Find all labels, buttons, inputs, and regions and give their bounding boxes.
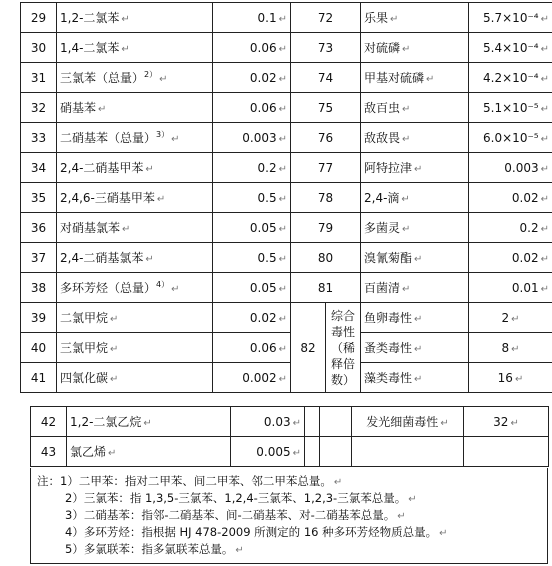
substance-name-cell xyxy=(57,63,213,93)
limit-value: 0.06 ↵ xyxy=(213,333,291,363)
substance-name: 2,4,6-三硝基甲苯 xyxy=(60,191,155,205)
pollutant-limits-table xyxy=(20,2,552,393)
row-number: 82 xyxy=(291,303,326,393)
table-row xyxy=(21,33,552,63)
table-row xyxy=(21,273,552,303)
substance-name: 多菌灵 ↵ xyxy=(361,213,469,243)
row-number: 31 xyxy=(21,63,57,93)
limit-value: 5.4×10⁻⁴ ↵ xyxy=(469,33,552,63)
limit-value: 0.06 ↵ xyxy=(213,93,291,123)
table-row xyxy=(21,363,552,393)
row-number: 34 xyxy=(21,153,57,183)
empty-cell xyxy=(320,407,352,437)
substance-name-cell xyxy=(57,153,213,183)
row-number: 43 xyxy=(31,437,67,467)
empty-cell xyxy=(320,437,352,467)
substance-name-cell xyxy=(57,3,213,33)
row-number: 79 xyxy=(291,213,361,243)
row-number: 37 xyxy=(21,243,57,273)
pollutant-limits-table-continued xyxy=(30,406,549,467)
row-number: 77 xyxy=(291,153,361,183)
toxicity-item-name: 鱼卵毒性 ↵ xyxy=(361,303,469,333)
table-row xyxy=(21,63,552,93)
limit-value: 5.1×10⁻⁵ ↵ xyxy=(469,93,552,123)
limit-value: 0.2 ↵ xyxy=(469,213,552,243)
row-number: 72 xyxy=(291,3,361,33)
substance-name: 乐果 ↵ xyxy=(361,3,469,33)
substance-name-cell xyxy=(57,333,213,363)
footnotes xyxy=(30,468,548,564)
substance-name-cell xyxy=(57,303,213,333)
table-row xyxy=(31,407,549,437)
row-number: 32 xyxy=(21,93,57,123)
limit-value: 4.2×10⁻⁴ ↵ xyxy=(469,63,552,93)
substance-name: 对硝基氯苯 xyxy=(60,221,121,235)
limit-value: 0.06 ↵ xyxy=(213,33,291,63)
substance-name: 溴氰菊酯 ↵ xyxy=(361,243,469,273)
toxicity-item-value: 8 ↵ xyxy=(469,333,552,363)
substance-name: 二硝基苯（总量） xyxy=(60,131,157,145)
limit-value: 0.1 ↵ xyxy=(213,3,291,33)
toxicity-item-name: 藻类毒性 ↵ xyxy=(361,363,469,393)
substance-name: 阿特拉津 ↵ xyxy=(361,153,469,183)
table-row xyxy=(21,3,552,33)
substance-name: 2,4-滴 ↵ xyxy=(361,183,469,213)
limit-value: 0.5 ↵ xyxy=(213,243,291,273)
substance-name-cell xyxy=(57,183,213,213)
empty-cell xyxy=(305,437,320,467)
toxicity-group-label: 综合毒性（稀释倍数） xyxy=(326,303,361,393)
substance-name: 百菌清 ↵ xyxy=(361,273,469,303)
substance-name xyxy=(352,437,464,467)
footnote-line: 注：1）二甲苯：指对二甲苯、间二甲苯、邻二甲苯总量。 ↵ xyxy=(37,473,541,490)
footnote-marker: 4） xyxy=(156,280,170,289)
limit-value: 0.003 ↵ xyxy=(469,153,552,183)
row-number: 30 xyxy=(21,33,57,63)
substance-name: 2,4-二硝基甲苯 xyxy=(60,161,144,175)
substance-name: 对硫磷 ↵ xyxy=(361,33,469,63)
table-row xyxy=(21,183,552,213)
row-number: 36 xyxy=(21,213,57,243)
footnote-marker: 2） xyxy=(144,70,158,79)
limit-value: 0.003 ↵ xyxy=(213,123,291,153)
limit-value: 0.01 ↵ xyxy=(469,273,552,303)
row-number: 75 xyxy=(291,93,361,123)
limit-value: 6.0×10⁻⁵ ↵ xyxy=(469,123,552,153)
substance-name: 1,2-二氯苯 xyxy=(60,11,120,25)
toxicity-item-name: 蚤类毒性 ↵ xyxy=(361,333,469,363)
limit-value: 32 ↵ xyxy=(464,407,549,437)
row-number: 80 xyxy=(291,243,361,273)
substance-name: 发光细菌毒性 ↵ xyxy=(352,407,464,437)
row-number: 42 xyxy=(31,407,67,437)
substance-name: 多环芳烃（总量） xyxy=(60,281,157,295)
substance-name: 敌敌畏 ↵ xyxy=(361,123,469,153)
row-number: 33 xyxy=(21,123,57,153)
footnote-line: 5）多氯联苯：指多氯联苯总量。 ↵ xyxy=(37,541,541,558)
empty-cell xyxy=(305,407,320,437)
table-row xyxy=(21,153,552,183)
table-row xyxy=(21,213,552,243)
substance-name-cell xyxy=(57,243,213,273)
limit-value xyxy=(464,437,549,467)
row-number: 35 xyxy=(21,183,57,213)
substance-name-cell xyxy=(57,213,213,243)
limit-value: 0.05 ↵ xyxy=(213,213,291,243)
substance-name: 三氯苯（总量） xyxy=(60,71,145,85)
limit-value: 0.02 ↵ xyxy=(469,243,552,273)
table-row xyxy=(21,303,552,333)
substance-name: 硝基苯 xyxy=(60,101,97,115)
substance-name-cell xyxy=(57,33,213,63)
row-number: 74 xyxy=(291,63,361,93)
limit-value: 0.05 ↵ xyxy=(213,273,291,303)
row-number: 41 xyxy=(21,363,57,393)
toxicity-item-value: 16 ↵ xyxy=(469,363,552,393)
row-number: 40 xyxy=(21,333,57,363)
table-row xyxy=(21,123,552,153)
substance-name: 2,4-二硝基氯苯 xyxy=(60,251,144,265)
row-number: 76 xyxy=(291,123,361,153)
substance-name: 1,2-二氯乙烷 ↵ xyxy=(67,407,231,437)
substance-name: 四氯化碳 xyxy=(60,371,109,385)
footnote-line: 4）多环芳烃：指根据 HJ 478-2009 所测定的 16 种多环芳烃物质总量。 ↵ xyxy=(37,524,541,541)
limit-value: 0.2 ↵ xyxy=(213,153,291,183)
row-number: 29 xyxy=(21,3,57,33)
footnote-line: 2）三氯苯：指 1,3,5-三氯苯、1,2,4-三氯苯、1,2,3-三氯苯总量。 ↵ xyxy=(37,490,541,507)
substance-name-cell xyxy=(57,93,213,123)
substance-name-cell xyxy=(57,273,213,303)
toxicity-item-value: 2 ↵ xyxy=(469,303,552,333)
limit-value: 0.03 ↵ xyxy=(231,407,305,437)
substance-name: 三氯甲烷 xyxy=(60,341,109,355)
limit-value: 0.02 ↵ xyxy=(213,303,291,333)
footnote-line: 3）二硝基苯：指邻-二硝基苯、间-二硝基苯、对-二硝基苯总量。 ↵ xyxy=(37,507,541,524)
row-number: 38 xyxy=(21,273,57,303)
limit-value: 0.02 ↵ xyxy=(213,63,291,93)
row-number: 78 xyxy=(291,183,361,213)
row-number: 73 xyxy=(291,33,361,63)
substance-name-cell xyxy=(57,123,213,153)
substance-name: 甲基对硫磷 ↵ xyxy=(361,63,469,93)
row-number: 81 xyxy=(291,273,361,303)
table-row xyxy=(21,93,552,123)
limit-value: 0.02 ↵ xyxy=(469,183,552,213)
table-row xyxy=(21,243,552,273)
limit-value: 0.002 ↵ xyxy=(213,363,291,393)
substance-name: 氯乙烯 ↵ xyxy=(67,437,231,467)
limit-value: 0.5 ↵ xyxy=(213,183,291,213)
substance-name: 敌百虫 ↵ xyxy=(361,93,469,123)
limit-value: 0.005 ↵ xyxy=(231,437,305,467)
substance-name: 1,4-二氯苯 xyxy=(60,41,120,55)
footnote-marker: 3） xyxy=(156,130,170,139)
table-row xyxy=(21,333,552,363)
row-number: 39 xyxy=(21,303,57,333)
substance-name-cell xyxy=(57,363,213,393)
limit-value: 5.7×10⁻⁴ ↵ xyxy=(469,3,552,33)
substance-name: 二氯甲烷 xyxy=(60,311,109,325)
table-row xyxy=(31,437,549,467)
